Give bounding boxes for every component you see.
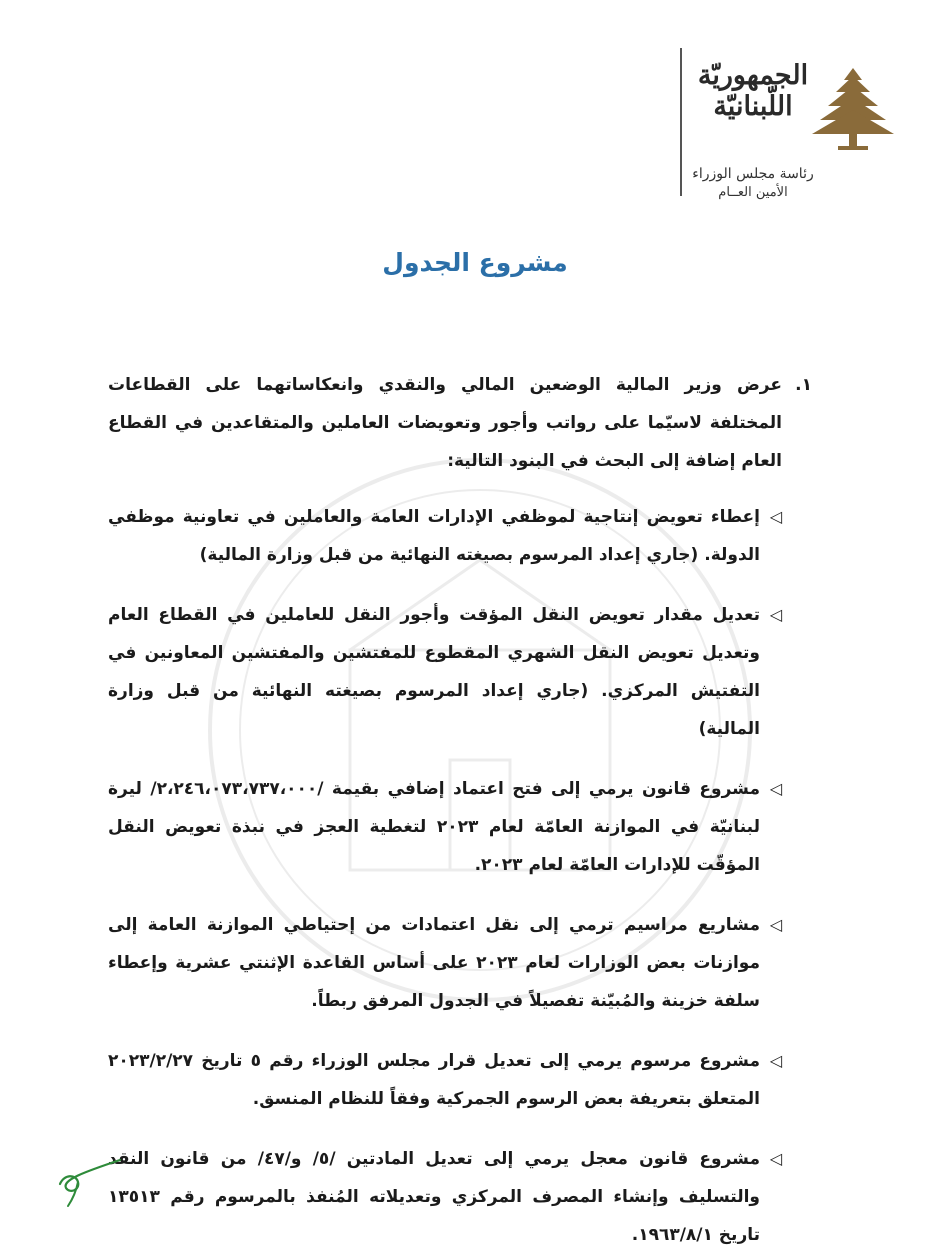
sub-item: [108, 498, 782, 574]
sub-item: [108, 1140, 782, 1254]
sub-item: [108, 906, 782, 1020]
cedar-emblem-icon: [810, 64, 896, 154]
item-number: ١.: [795, 375, 812, 395]
office-line-2: الأمين العــام: [718, 185, 788, 201]
agenda-body: [108, 366, 812, 1254]
sub-item-text: مشاريع مراسيم ترمي إلى نقل اعتمادات من إحتياطي الموازنة العامة إلى موازنات بعض الوزارات لعام ٢٠٢٣ على أساس القاعدة الإثنتي عشرية وإعطاء سلفة خزينة والمُبيّنة تفصيلاً في الجدول المرفق ربطاً.: [108, 915, 760, 1011]
sub-item: [108, 1042, 782, 1118]
bullet-arrow-icon: ◁: [769, 605, 782, 624]
office-line-1: رئاسة مجلس الوزراء: [692, 166, 814, 182]
sub-item-text: مشروع مرسوم يرمي إلى تعديل قرار مجلس الوزراء رقم ٥ تاريخ ٢٠٢٣/٢/٢٧ المتعلق بتعريفة بعض الرسوم الجمركية وفقاً للنظام المنسق.: [108, 1051, 760, 1109]
letterhead-divider: [680, 48, 682, 196]
page-title: مشروع الجدول: [382, 248, 568, 277]
sub-item-text: إعطاء تعويض إنتاجية لموظفي الإدارات العامة والعاملين في تعاونية موظفي الدولة. (جاري إعداد المرسوم بصيغته النهائية من قبل وزارة المالية): [108, 507, 760, 565]
signature-mark: [54, 1150, 134, 1210]
sub-item-text: تعديل مقدار تعويض النقل المؤقت وأجور النقل للعاملين في القطاع العام وتعديل تعويض النقل الشهري المقطوع للمفتشين والمفتشين المعاونين في التفتيش المركزي. (جاري إعداد المرسوم بصيغته النهائية من قبل وزارة المالية): [108, 605, 760, 739]
item-text: عرض وزير المالية الوضعين المالي والنقدي وانعكاساتهما على القطاعات المختلفة لاسيّما على رواتب وأجور وتعويضات العاملين والمتقاعدين في القطاع العام إضافة إلى البحث في البنود التالية:: [108, 375, 782, 471]
office-name: [686, 164, 820, 203]
sub-item: [108, 770, 782, 884]
republic-line-1: الجمهوريّة: [697, 60, 809, 91]
republic-name: [694, 60, 812, 122]
bullet-arrow-icon: ◁: [769, 1149, 782, 1168]
bullet-arrow-icon: ◁: [769, 779, 782, 798]
agenda-item-1: [108, 366, 810, 480]
letterhead: [680, 48, 930, 218]
sub-item: [108, 596, 782, 748]
bullet-arrow-icon: ◁: [769, 1051, 782, 1070]
sub-item-text: مشروع قانون يرمي إلى فتح اعتماد إضافي بقيمة /٢،٢٤٦،٠٧٣،٧٣٧،٠٠٠/ ليرة لبنانيّة في الموازنة العامّة لعام ٢٠٢٣ لتغطية العجز في نبذة تعويض النقل المؤقّت للإدارات العامّة لعام ٢٠٢٣.: [108, 779, 761, 875]
sub-item-text: مشروع قانون معجل يرمي إلى تعديل المادتين /٥/ و/٤٧/ من قانون النقد والتسليف وإنشاء المصرف المركزي وتعديلاته المُنفذ بالمرسوم رقم ١٣٥١٣ تاريخ ١٩٦٣/٨/١.: [108, 1149, 760, 1245]
bullet-arrow-icon: ◁: [769, 507, 782, 526]
bullet-arrow-icon: ◁: [769, 915, 782, 934]
republic-line-2: اللّبنانيّة: [713, 91, 793, 123]
